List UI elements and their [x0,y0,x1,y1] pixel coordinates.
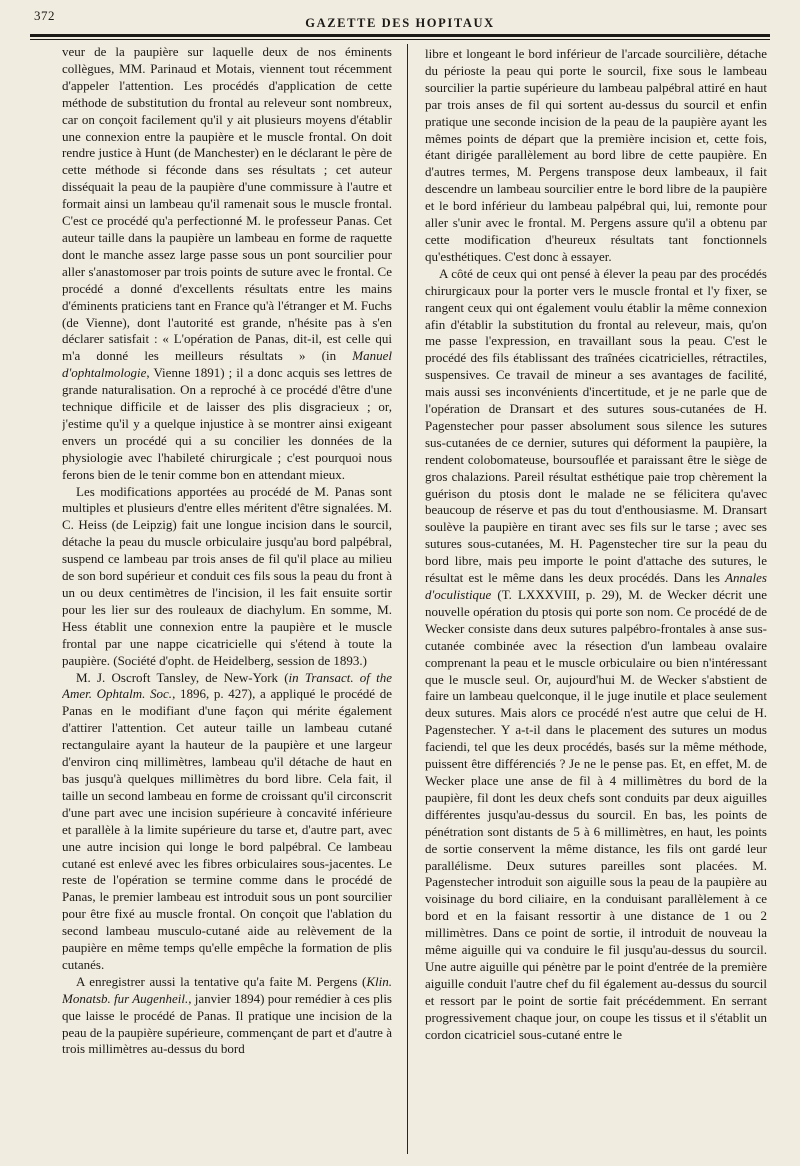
header-rule-thick [30,34,770,37]
right-paragraph-1: libre et longeant le bord inférieur de l'arcade sourcilière, détache du périoste la peau qui porte le sourcil, fixe sous le lambeau sourcilier la partie supérieure du lambeau palpébral attiré en haut par trois anses de fil qui sortent au-dessus du sourcil et enfin pratique une seconde incision de la peau de la paupière ayant les mêmes points de départ que la première incision et, cette fois, étant dirigée parallèlement au bord libre de cette paupière. En d'autres termes, M. Pergens transpose deux lambeaux, il fait descendre un lambeau sourcilier entre le bord libre de la paupière et le bord inférieur du lambeau palpébral qui, lui, remonte pour aller s'unir avec le frontal. M. Pergens assure qu'il a obtenu par cette modification d'heureux résultats tant fonctionnels qu'esthétiques. C'est donc à essayer. [425,46,767,264]
left-paragraph-1: veur de la paupière sur laquelle deux de nos éminents collègues, MM. Parinaud et Motais, viennent tout récemment d'appeler l'attention. Les procédés d'application de cette méthode de substitution du frontal au releveur sont nombreux, car on conçoit facilement qu'il y ait plusieurs moyens d'établir une connexion entre la paupière et le muscle frontal. On doit rendre justice à Hunt (de Manchester) en le déclarant le père de cette méthode si féconde dans ses résultats ; cet auteur disséquait la peau de la paupière d'une commissure à l'autre et formait ainsi un lambeau qu'il ramenait sous le muscle frontal. C'est ce procédé qu'a perfectionné M. le professeur Panas. Cet auteur taille dans la paupière un lambeau en forme de raquette dont le manche assez large passe sous un pont sourcilier pour aller s'anastomoser par trois points de suture avec le frontal. Ce procédé a donné d'excellents résultats entre les mains d'éminents praticiens tant en France qu'à l'étranger et M. Fuchs (de Vienne), dont l'autorité est grande, n'hésite pas à s'en déclarer satisfait : « L'opération de Panas, dit-il, est celle qui m'a donné les meilleurs résultats » (in Manuel d'ophtalmologie, Vienne 1891) ; il a donc acquis ses lettres de grande naturalisation. On a reproché à ce procédé d'être d'une technique difficile et de laisser des plis disgracieux ; or, j'estime qu'il y a quelque injustice à se montrer ainsi exigeant envers un procédé qui a su concilier les données de la physiologie avec l'habileté chirurgicale ; c'est pourquoi nous ferons bien de le tenir comme bon en attendant mieux. [62,44,392,482]
header-rule-thin [30,39,770,40]
page-number: 372 [34,8,55,23]
left-column [62,44,392,1156]
running-head-title: GAZETTE DES HOPITAUX [305,16,495,30]
right-paragraph-2: A côté de ceux qui ont pensé à élever la peau par des procédés chirurgicaux pour la porter vers le muscle frontal et l'y fixer, se rangent ceux qui ont également voulu établir la même connexion afin d'établir la substitution du frontal au releveur, mais, qu'on me passe l'expression, en travaillant sous la peau. C'est le procédé des fils établissant des traînées cicatricielles, rétractiles, suspensives. Ce travail de mineur a ses avantages de facilité, mais aussi ses inconvénients d'incertitude, et je ne parle que de l'opération de Dransart et des sutures sous-cutanées de H. Pagenstecher pour passer absolument sous silence les sutures sus-cutanées de ce dernier, sutures qui déforment la paupière, la rendent colobomateuse, boursouflée et paraissant être le siège de gros chalazions. Pareil résultat esthétique paie trop chèrement la guérison du ptosis dont le malade ne se félicitera qu'avec beaucoup de réserve et pas du tout d'enthousiasme. M. Dransart soulève la paupière en tirant avec ses fils sur le tarse ; avec ses sutures sous-cutanées, M. H. Pagenstecher tire sur la peau du bord libre, mais peu importe le point d'attache des sutures, le résultat est le même dans les deux procédés. Dans les Annales d'oculistique (T. LXXXVIII, p. 29), M. de Wecker décrit une nouvelle opération du ptosis qui porte son nom. Ce procédé de de Wecker consiste dans deux sutures palpébro-frontales à anse sus-cutanée combinée avec la résection d'un lambeau ovalaire comprenant la peau et le muscle orbiculaire ou bien n'intéressant que le muscle seul. Or, aujourd'hui M. de Wecker s'abstient de faire un lambeau quelconque, il le juge inutile et place seulement deux sutures. Mais alors ce procédé n'est autre que celui de H. Pagenstecher. Y a-t-il dans le placement des sutures un modus faciendi, tel que les deux procédés, basés sur la même méthode, puissent être différenciés ? Je ne le pense pas. Et, en effet, M. de Wecker place une anse de fil à 4 millimètres du bord de la paupière, fil dont les deux chefs sont conduits par deux aiguilles différentes jusqu'au-dessus du sourcil. En bas, les points de pénétration sont distants de 5 à 6 millimètres, en haut, les points de sortie conservent la même distance, les fils ont gardé leur parallélisme. Deux sutures pareilles sont placées. M. Pagenstecher introduit son aiguille sous la peau de la paupière au voisinage du bord ciliaire, en la conduisant parallèlement à ce bord et en la faisant ressortir à une distance de 1 ou 2 millimètres. Dans ce point de sortie, il introduit de nouveau la même aiguille qui va conduire le fil jusqu'au-dessus du sourcil. Une autre aiguille qui pénètre par le point d'entrée de la première aiguille conduit l'autre chef du fil également au-dessus du sourcil et ressort par le point de sortie fait précédemment. En serrant progressivement chaque jour, on coupe les tissus et il s'établit un cordon cicatriciel sous-cutané entre le [425,265,767,1042]
left-paragraph-3: M. J. Oscroft Tansley, de New-York (in Transact. of the Amer. Ophtalm. Soc., 1896, p. 427), a appliqué le procédé de Panas en le modifiant d'une façon qui mérite également d'attirer l'attention. Cet auteur taille un lambeau cutané rectangulaire ayant la hauteur de la paupière et une largeur d'environ cinq millimètres, lambeau qu'il détache de haut en bas jusqu'à quelques millimètres du bord libre. Cela fait, il taille un second lambeau en forme de croissant qu'il circonscrit d'une part avec une incision supérieure à concavité inférieure et parallèle à la limite supérieure du tarse et, d'autre part, avec une autre incision qui longe le bord palpébral. Ce lambeau cutané est enlevé avec les fibres orbiculaires sous-jacentes. Le reste de l'opération se termine comme dans le procédé de Panas, le premier lambeau est introduit sous un pont sourcilier pour être fixé au muscle frontal. On conçoit que l'ablation du second lambeau musculo-cutané aide au relèvement de la paupière en même temps qu'elle empêche la formation de plis cutanés. [62,669,392,972]
right-column [425,46,767,1158]
left-paragraph-4: A enregistrer aussi la tentative qu'a faite M. Pergens (Klin. Monatsb. fur Augenheil., janvier 1894) pour remédier à ces plis que laisse le procédé de Panas. Il pratique une incision de la peau de la paupière supérieure, commençant de part et d'autre à trois millimètres au-dessus du bord [62,973,392,1057]
left-paragraph-2: Les modifications apportées au procédé de M. Panas sont multiples et plusieurs d'entre elles méritent d'être signalées. M. C. Heiss (de Leipzig) fait une longue incision dans le sourcil, détache la peau du muscle orbiculaire jusqu'au bord palpébral, suspend ce lambeau par trois anses de fil qu'il place au milieu de son bord supérieur et conduit ces fils sous la peau du front à un ou deux centimètres de l'incision, il les fait ensuite sortir pour les lier sur des rouleaux de diachylum. En somme, M. Hess établit une connexion entre la paupière et le muscle frontal par une nappe cicatricielle qui s'étend à toute la paupière. (Société d'opht. de Heidelberg, session de 1893.) [62,483,392,668]
column-divider [407,44,408,1154]
